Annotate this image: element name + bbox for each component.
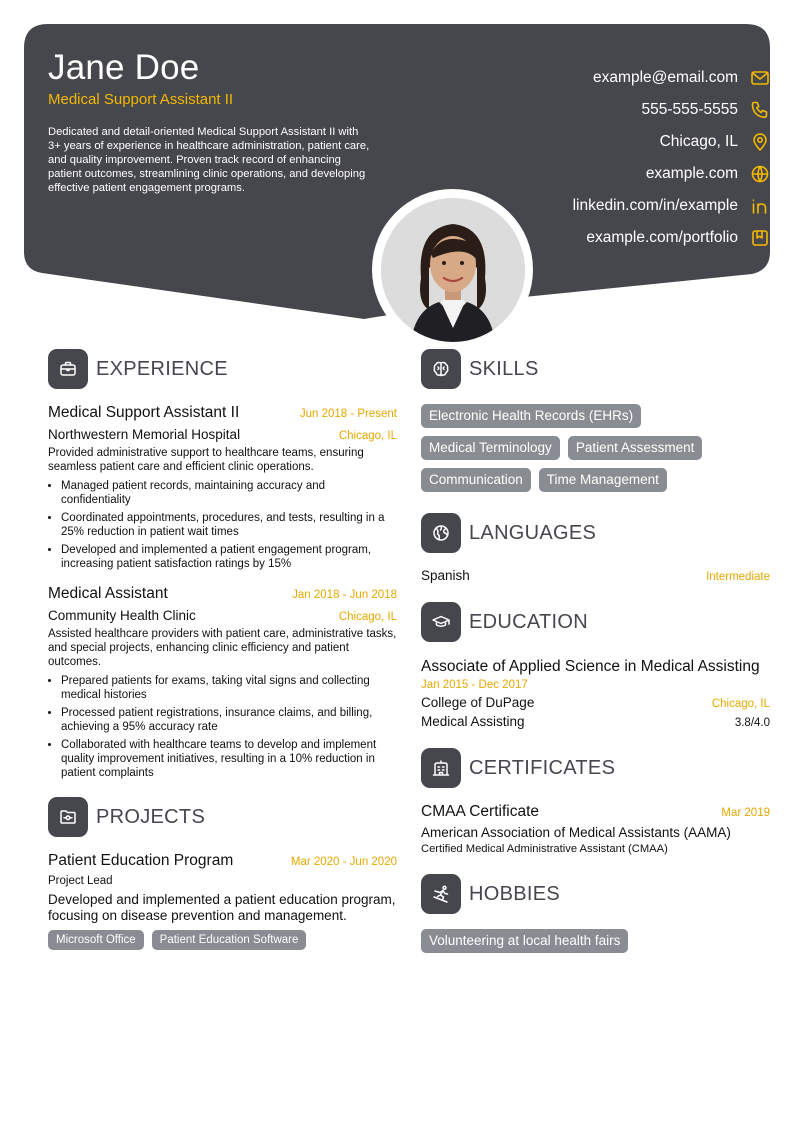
- job-dates: Jun 2018 - Present: [299, 408, 397, 420]
- projects-header: [48, 796, 397, 838]
- education-field: Medical Assisting: [421, 714, 525, 729]
- project-dates: Mar 2020 - Jun 2020: [290, 856, 397, 868]
- skill-tag: Medical Terminology: [421, 436, 560, 460]
- skill-tag: Electronic Health Records (EHRs): [421, 404, 641, 428]
- globe-icon: [421, 513, 461, 553]
- project-tag: Patient Education Software: [152, 930, 307, 950]
- candidate-title: Medical Support Assistant II: [48, 91, 234, 108]
- skier-icon: [421, 874, 461, 914]
- contact-linkedin-text[interactable]: linkedin.com/in/example: [572, 197, 738, 214]
- projects-title: PROJECTS: [96, 805, 206, 828]
- contact-phone-text[interactable]: 555-555-5555: [641, 101, 738, 118]
- education-header: [421, 601, 770, 643]
- brain-icon: [421, 349, 461, 389]
- job-organization: Community Health Clinic: [48, 608, 196, 623]
- contact-phone[interactable]: [410, 94, 770, 126]
- job-bullet: • Collaborated with healthcare teams to develop and implement quality improvement initiatives, resulting in a 10% reduction in patient complaints: [61, 738, 397, 780]
- contact-email-text[interactable]: example@email.com: [593, 69, 738, 86]
- experience-entry: [48, 404, 397, 571]
- hobbies-header: [421, 873, 770, 915]
- job-bullets: [48, 479, 397, 571]
- certificate-entry: [421, 803, 770, 855]
- briefcase-icon: [48, 349, 88, 389]
- certificate-name: CMAA Certificate: [421, 803, 540, 820]
- contact-website[interactable]: [410, 158, 770, 190]
- skill-tag: Time Management: [539, 468, 667, 492]
- job-organization: Northwestern Memorial Hospital: [48, 427, 241, 442]
- graduation-cap-icon: [421, 602, 461, 642]
- candidate-name: Jane Doe: [48, 48, 200, 87]
- experience-entry: [48, 585, 397, 780]
- skill-tag: Communication: [421, 468, 531, 492]
- skills-header: [421, 348, 770, 390]
- linkedin-icon: [750, 196, 770, 216]
- job-bullet: • Processed patient registrations, insurance claims, and billing, achieving a 95% accuracy rate: [61, 706, 397, 734]
- job-location: Chicago, IL: [338, 430, 397, 442]
- job-description: Provided administrative support to healthcare teams, ensuring seamless patient care and efficient clinic operations.: [48, 447, 364, 473]
- certificate-issuer: American Association of Medical Assistants (AAMA): [421, 825, 731, 840]
- location-icon: [750, 132, 770, 152]
- skills-title: SKILLS: [469, 357, 539, 380]
- job-location: Chicago, IL: [338, 611, 397, 623]
- languages-title: LANGUAGES: [469, 521, 597, 544]
- contact-location-text: Chicago, IL: [659, 133, 738, 150]
- summary-text: Dedicated and detail-oriented Medical Support Assistant II with 3+ years of experience in healthcare administration, patient care, and quality improvement. Proven track record of enhancing patient outcomes, streamlining clinic operations, and developing effective patient engagement programs.: [48, 126, 370, 194]
- project-entry: [48, 852, 397, 950]
- experience-header: [48, 348, 397, 390]
- education-location: Chicago, IL: [711, 698, 770, 710]
- hobbies-list: [421, 929, 770, 953]
- folder-icon: [48, 797, 88, 837]
- project-role: Project Lead: [48, 875, 113, 887]
- contact-email[interactable]: [410, 62, 770, 94]
- institution-icon: [421, 748, 461, 788]
- certificate-description: Certified Medical Administrative Assistant (CMAA): [421, 843, 668, 855]
- contact-location: [410, 126, 770, 158]
- contact-portfolio-text[interactable]: example.com/portfolio: [586, 229, 738, 246]
- hobbies-title: HOBBIES: [469, 882, 561, 905]
- certificates-header: [421, 747, 770, 789]
- job-bullet: • Coordinated appointments, procedures, and tests, resulting in a 25% reduction in patient wait times: [61, 511, 397, 539]
- project-tag: Microsoft Office: [48, 930, 144, 950]
- left-column: [48, 348, 397, 950]
- globe-icon: [750, 164, 770, 184]
- project-tags: [48, 930, 397, 950]
- skills-list: [421, 404, 770, 492]
- languages-header: [421, 512, 770, 554]
- avatar-portrait-icon: [381, 198, 525, 342]
- language-entry: [421, 568, 770, 583]
- project-title: Patient Education Program: [48, 852, 234, 869]
- education-gpa: 3.8/4.0: [734, 717, 770, 729]
- skill-tag: Patient Assessment: [568, 436, 703, 460]
- hobby-tag: Volunteering at local health fairs: [421, 929, 628, 953]
- job-description: Assisted healthcare providers with patient care, administrative tasks, and special projects, enhancing clinic efficiency and patient outcomes.: [48, 628, 397, 668]
- education-school: College of DuPage: [421, 695, 535, 710]
- experience-title: EXPERIENCE: [96, 357, 228, 380]
- job-title: Medical Assistant: [48, 585, 168, 602]
- portfolio-icon: [750, 228, 770, 248]
- certificates-title: CERTIFICATES: [469, 756, 616, 779]
- job-title: Medical Support Assistant II: [48, 404, 240, 421]
- avatar: [381, 198, 525, 342]
- project-description: Developed and implemented a patient education program, focusing on disease prevention and management.: [48, 892, 396, 923]
- certificate-date: Mar 2019: [721, 807, 770, 819]
- education-dates: Jan 2015 - Dec 2017: [421, 679, 528, 691]
- education-entry: [421, 657, 770, 729]
- contact-website-text[interactable]: example.com: [645, 165, 738, 182]
- education-degree: Associate of Applied Science in Medical Assisting: [421, 658, 760, 675]
- job-dates: Jan 2018 - Jun 2018: [292, 589, 397, 601]
- education-title: EDUCATION: [469, 610, 588, 633]
- language-level: Intermediate: [706, 571, 770, 583]
- phone-icon: [750, 100, 770, 120]
- mail-icon: [750, 68, 770, 88]
- job-bullet: • Developed and implemented a patient engagement program, increasing patient satisfaction ratings by 15%: [61, 543, 397, 571]
- language-name: Spanish: [421, 568, 470, 583]
- job-bullet: • Managed patient records, maintaining accuracy and confidentiality: [61, 479, 397, 507]
- job-bullet: • Prepared patients for exams, taking vital signs and collecting medical histories: [61, 674, 397, 702]
- right-column: [421, 348, 770, 973]
- job-bullets: [48, 674, 397, 780]
